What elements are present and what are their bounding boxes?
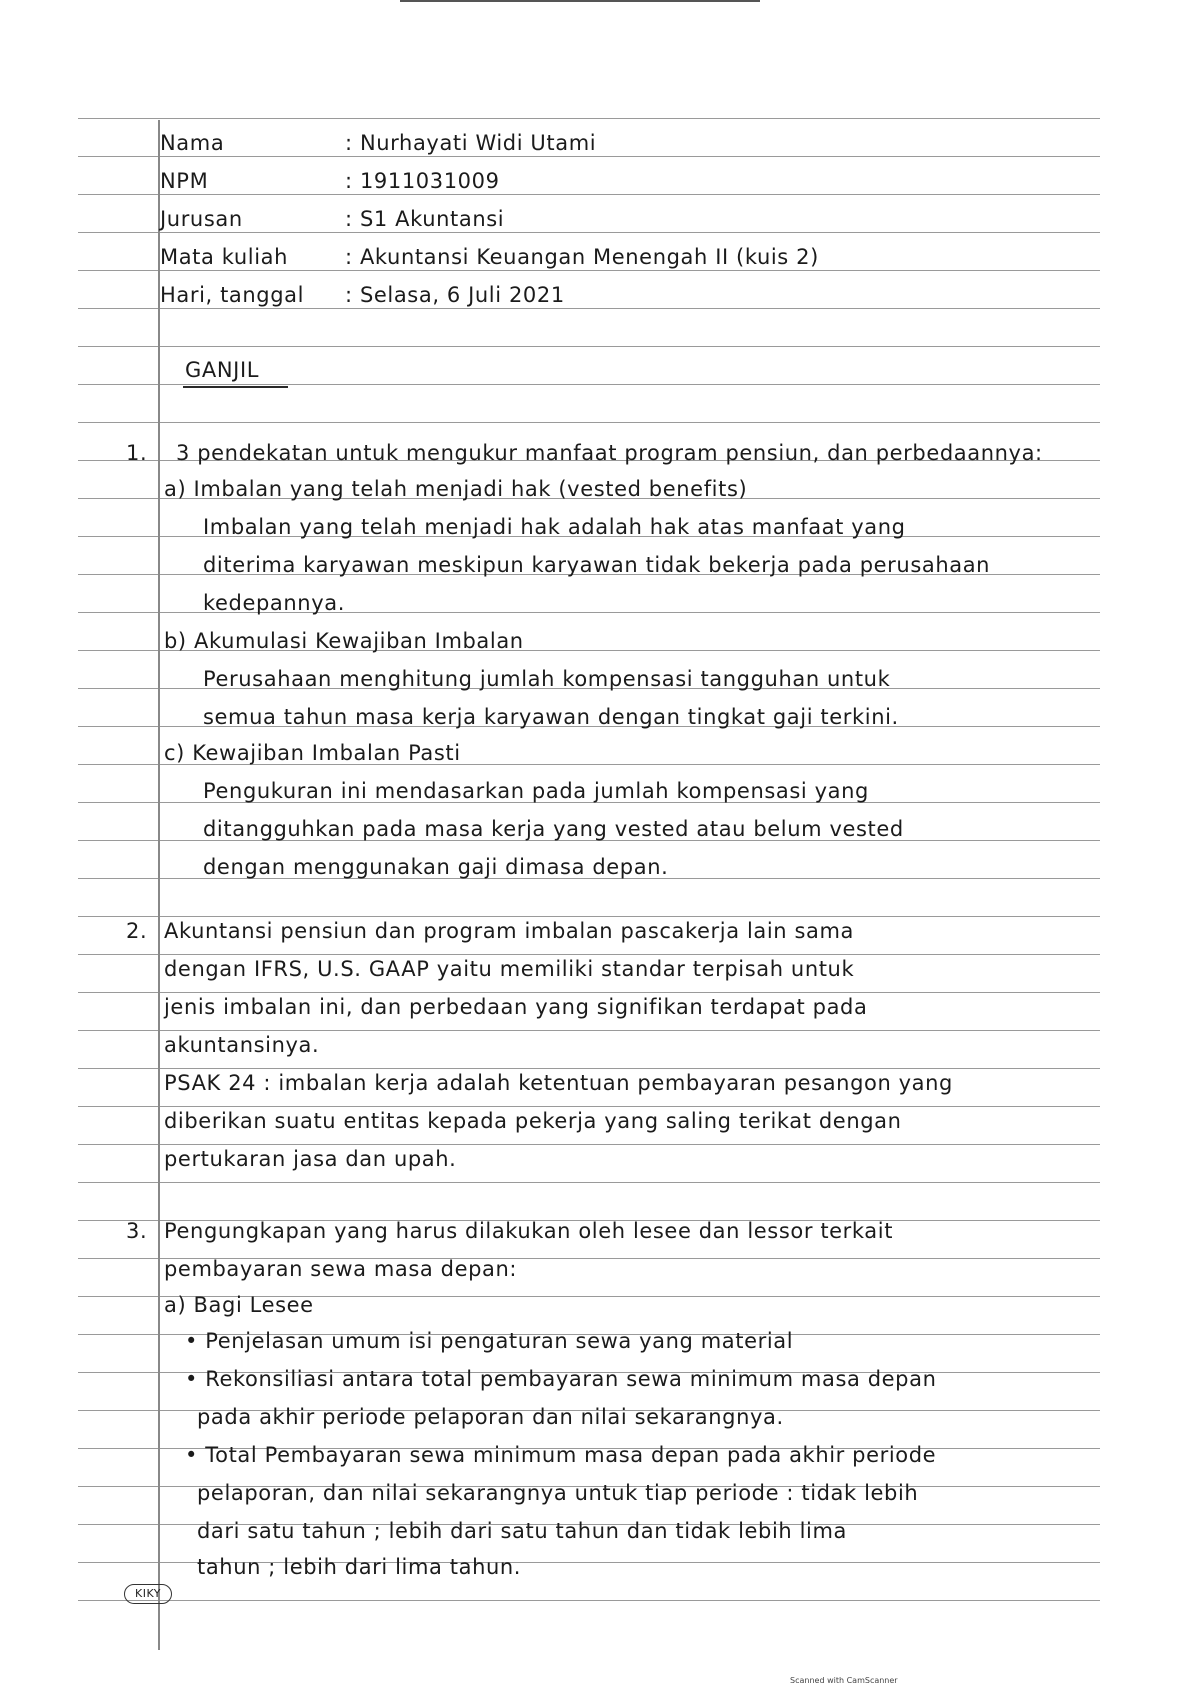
ruled-line — [78, 1600, 1100, 1601]
npm-label: NPM — [160, 169, 209, 193]
section-title: GANJIL — [185, 358, 260, 382]
q3-bullet-3-cont-3: tahun ; lebih dari lima tahun. — [197, 1555, 522, 1579]
ruled-line — [78, 1182, 1100, 1183]
q3-bullet-1: • Penjelasan umum isi pengaturan sewa yang material — [185, 1329, 794, 1353]
q3-bullet-3-cont-1: pelaporan, dan nilai sekarangnya untuk tiap periode : tidak lebih — [197, 1481, 919, 1505]
ruled-line — [78, 118, 1100, 119]
q3-line-2: pembayaran sewa masa depan: — [164, 1257, 518, 1281]
ruled-line — [78, 346, 1100, 347]
q1-b-line-2: semua tahun masa kerja karyawan dengan tingkat gaji terkini. — [203, 705, 899, 729]
matkul-value: : Akuntansi Keuangan Menengah II (kuis 2) — [345, 245, 819, 269]
q3-bullet-3: • Total Pembayaran sewa minimum masa depan pada akhir periode — [185, 1443, 937, 1467]
q1-c-title: c) Kewajiban Imbalan Pasti — [164, 741, 461, 765]
hari-tanggal-value: : Selasa, 6 Juli 2021 — [345, 283, 565, 307]
q2-number: 2. — [126, 919, 148, 943]
q3-bullet-2-cont: pada akhir periode pelaporan dan nilai sekarangnya. — [197, 1405, 784, 1429]
q1-intro: 3 pendekatan untuk mengukur manfaat program pensiun, dan perbedaannya: — [176, 441, 1043, 465]
q3-line-1: Pengungkapan yang harus dilakukan oleh lesee dan lessor terkait — [164, 1219, 894, 1243]
jurusan-value: : S1 Akuntansi — [345, 207, 505, 231]
q1-b-line-1: Perusahaan menghitung jumlah kompensasi tangguhan untuk — [203, 667, 891, 691]
npm-value: : 1911031009 — [345, 169, 500, 193]
scanner-watermark: Scanned with CamScanner — [790, 1676, 898, 1685]
q2-line-5: PSAK 24 : imbalan kerja adalah ketentuan pembayaran pesangon yang — [164, 1071, 953, 1095]
q1-c-line-3: dengan menggunakan gaji dimasa depan. — [203, 855, 669, 879]
page-top-edge — [400, 0, 760, 2]
q1-c-line-2: ditangguhkan pada masa kerja yang vested atau belum vested — [203, 817, 904, 841]
q3-bullet-2: • Rekonsiliasi antara total pembayaran sewa minimum masa depan — [185, 1367, 937, 1391]
q1-a-line-1: Imbalan yang telah menjadi hak adalah hak atas manfaat yang — [203, 515, 906, 539]
q1-a-title: a) Imbalan yang telah menjadi hak (vested benefits) — [164, 477, 748, 501]
q1-a-line-3: kedepannya. — [203, 591, 345, 615]
ruled-line — [78, 194, 1100, 195]
q2-line-7: pertukaran jasa dan upah. — [164, 1147, 457, 1171]
hari-tanggal-label: Hari, tanggal — [160, 283, 305, 307]
q3-bullet-3-cont-2: dari satu tahun ; lebih dari satu tahun dan tidak lebih lima — [197, 1519, 847, 1543]
ruled-line — [78, 422, 1100, 423]
q2-line-6: diberikan suatu entitas kepada pekerja yang saling terikat dengan — [164, 1109, 902, 1133]
q1-a-line-2: diterima karyawan meskipun karyawan tidak bekerja pada perusahaan — [203, 553, 991, 577]
q2-line-3: jenis imbalan ini, dan perbedaan yang signifikan terdapat pada — [164, 995, 868, 1019]
section-title-underline — [183, 386, 288, 388]
q1-number: 1. — [126, 441, 148, 465]
q2-line-1: Akuntansi pensiun dan program imbalan pascakerja lain sama — [164, 919, 855, 943]
q2-line-2: dengan IFRS, U.S. GAAP yaitu memiliki standar terpisah untuk — [164, 957, 855, 981]
q1-c-line-1: Pengukuran ini mendasarkan pada jumlah kompensasi yang — [203, 779, 869, 803]
nama-value: : Nurhayati Widi Utami — [345, 131, 597, 155]
jurusan-label: Jurusan — [160, 207, 243, 231]
margin-line — [158, 120, 160, 1650]
matkul-label: Mata kuliah — [160, 245, 289, 269]
q2-line-4: akuntansinya. — [164, 1033, 320, 1057]
q3-a-title: a) Bagi Lesee — [164, 1293, 314, 1317]
q1-b-title: b) Akumulasi Kewajiban Imbalan — [164, 629, 524, 653]
q3-number: 3. — [126, 1219, 148, 1243]
nama-label: Nama — [160, 131, 225, 155]
notebook-brand-badge: KIKY — [124, 1584, 172, 1604]
